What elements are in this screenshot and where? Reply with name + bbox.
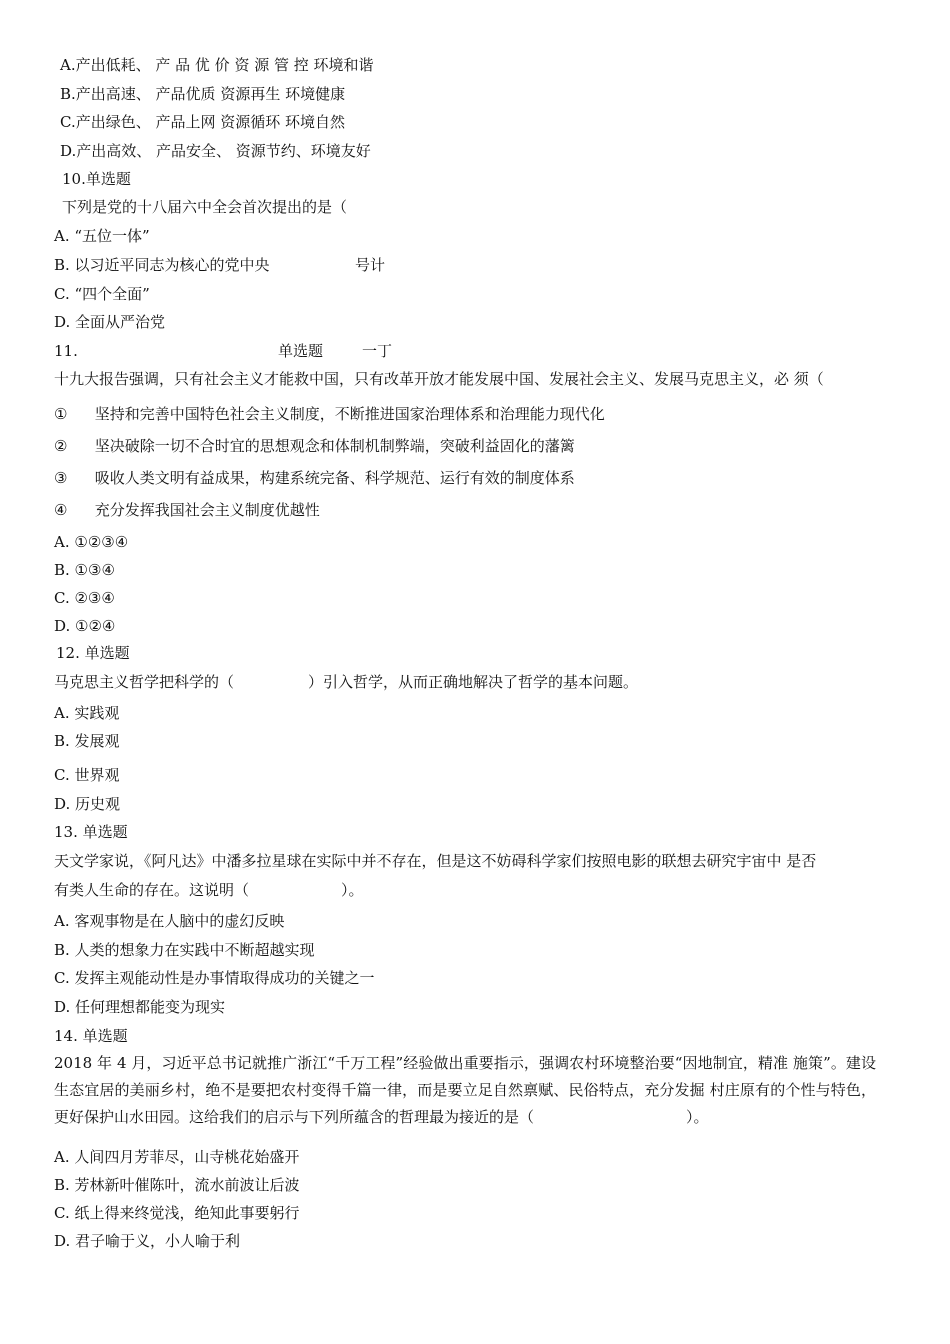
q14-option-c: C. 纸上得来终觉浅，绝知此事要躬行 — [54, 1204, 300, 1222]
q10-stray-mark: 号计 — [355, 256, 386, 274]
q11-option-d: D. ①②④ — [54, 617, 116, 635]
q13-option-a: A. 客观事物是在人脑中的虚幻反映 — [54, 912, 285, 930]
q10-option-c: C. “四个全面” — [54, 285, 150, 303]
q12-header: 12. 单选题 — [56, 644, 130, 662]
q13-option-c: C. 发挥主观能动性是办事情取得成功的关键之一 — [54, 969, 375, 987]
q14-stem-text: 2018 年 4 月，习近平总书记就推广浙江“千万工程”经验做出重要指示，强调农村环境整治要“因地制宜，精准 施策”。建设生态宜居的美丽乡村，绝不是要把农村变得千篇一律，而是要立足自然禀赋、民俗特点，充分发掘 村庄原有的个性与特色，更好保护山水田园。这给我们的启示与下列所蕴含的哲理最为接近的是（ — [54, 1054, 876, 1126]
q14-stem — [54, 1050, 876, 1131]
q11-statement-4 — [54, 500, 320, 520]
statement-text: 坚持和完善中国特色社会主义制度，不断推进国家治理体系和治理能力现代化 — [94, 405, 605, 423]
q11-stem: 十九大报告强调，只有社会主义才能救中国，只有改革开放才能发展中国、发展社会主义、发展马克思主义，必 须（ — [54, 370, 824, 388]
q10-option-d: D. 全面从严治党 — [54, 313, 166, 331]
q12-option-b: B. 发展观 — [54, 732, 120, 750]
q10-stem: 下列是党的十八届六中全会首次提出的是（ — [62, 198, 348, 216]
q10-header: 10.单选题 — [62, 170, 131, 188]
q13-option-b: B. 人类的想象力在实践中不断超越实现 — [54, 941, 315, 959]
q12-stem-start: 马克思主义哲学把科学的（ — [54, 673, 235, 691]
statement-number: ② — [54, 437, 68, 455]
q11-option-a: A. ①②③④ — [54, 533, 129, 551]
q14-option-d: D. 君子喻于义，小人喻于利 — [54, 1232, 241, 1250]
q10-option-b: B. 以习近平同志为核心的党中央 — [54, 256, 270, 274]
q13-header: 13. 单选题 — [54, 823, 128, 841]
q13-stem-start: 有类人生命的存在。这说明（ — [54, 881, 250, 899]
statement-number: ① — [54, 405, 68, 423]
q12-stem-end: ）引入哲学，从而正确地解决了哲学的基本问题。 — [308, 673, 639, 691]
q12-stem — [54, 672, 638, 692]
q11-type: 单选题 — [278, 342, 324, 360]
q13-stem-line2 — [54, 880, 364, 900]
q9-option-c: C.产出绿色、 产品上网 资源循环 环境自然 — [60, 113, 346, 131]
q13-stem-end: ）。 — [341, 881, 364, 899]
q11-option-c: C. ②③④ — [54, 589, 115, 607]
q14-header: 14. 单选题 — [54, 1027, 128, 1045]
q9-option-d: D.产出高效、 产品安全、 资源节约、环境友好 — [60, 142, 371, 160]
q13-option-d: D. 任何理想都能变为现实 — [54, 998, 226, 1016]
statement-number: ③ — [54, 469, 68, 487]
q11-statement-2 — [54, 436, 575, 456]
q10-option-a: A. “五位一体” — [54, 227, 150, 245]
statement-text: 充分发挥我国社会主义制度优越性 — [94, 501, 320, 519]
q11-stray-mark: 一丁 — [362, 342, 393, 360]
q11-option-b: B. ①③④ — [54, 561, 115, 579]
q14-option-a: A. 人间四月芳菲尽，山寺桃花始盛开 — [54, 1148, 300, 1166]
statement-number: ④ — [54, 501, 68, 519]
q14-option-b: B. 芳林新叶催陈叶，流水前波让后波 — [54, 1176, 300, 1194]
q11-statement-3 — [54, 468, 575, 488]
q12-option-d: D. 历史观 — [54, 795, 121, 813]
q13-stem-line1: 天文学家说，《阿凡达》中潘多拉星球在实际中并不存在，但是这不妨碍科学家们按照电影的联想去研究宇宙中 是否 — [54, 852, 817, 870]
statement-text: 坚决破除一切不合时宜的思想观念和体制机制弊端，突破利益固化的藩篱 — [94, 437, 575, 455]
q9-option-a: A.产出低耗、 产 品 优 价 资 源 管 控 环境和谐 — [60, 56, 374, 74]
q12-option-a: A. 实践观 — [54, 704, 120, 722]
q12-option-c: C. 世界观 — [54, 766, 120, 784]
q9-option-b: B.产出高速、 产品优质 资源再生 环境健康 — [60, 85, 346, 103]
q11-statement-1 — [54, 404, 605, 424]
q14-stem-end: ）。 — [686, 1108, 709, 1126]
q11-number: 11. — [54, 342, 78, 360]
statement-text: 吸收人类文明有益成果，构建系统完备、科学规范、运行有效的制度体系 — [94, 469, 575, 487]
